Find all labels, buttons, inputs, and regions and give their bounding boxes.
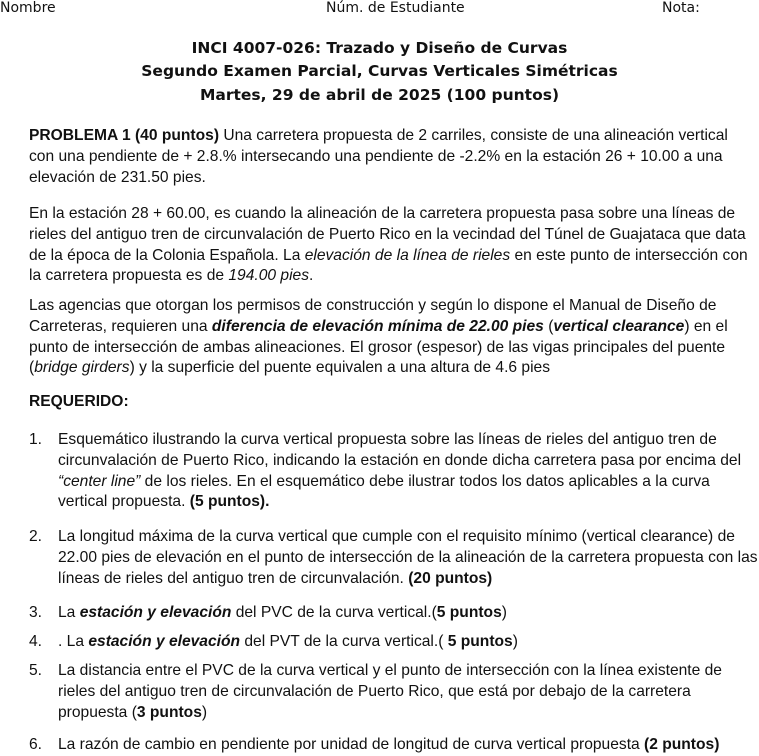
grade-label: Nota:	[662, 0, 700, 16]
exam-title: Segundo Examen Parcial, Curvas Verticales Simétricas	[141, 62, 618, 80]
problem-paragraph-1: PROBLEMA 1 (40 puntos) Una carretera propuesta de 2 carriles, consiste de una alineación vertical con una pendiente de + 2.8.% intersecando una pendiente de -2.2% en la estación 26 + 10.00 a una elevación de 231.50 pies.	[29, 127, 728, 186]
course-title: INCI 4007-026: Trazado y Diseño de Curvas	[191, 39, 568, 57]
required-heading: REQUERIDO:	[29, 393, 129, 410]
problem-paragraph-2: En la estación 28 + 60.00, es cuando la alineación de la carretera propuesta pasa sobre una líneas de rieles del antiguo tren de circunvalación de Puerto Rico en la vecindad del Túnel de Guajataca que data de la época de la Colonia Española. La elevación de la línea de rieles en este punto de intersección con la carretera propuesta es de 194.00 pies.	[29, 205, 748, 285]
exam-date: Martes, 29 de abril de 2025 (100 puntos)	[199, 86, 560, 104]
header-fields	[0, 0, 759, 20]
problem-paragraph-3: Las agencias que otorgan los permisos de construcción y según lo dispone el Manual de Diseño de Carreteras, requieren una diferencia de elevación mínima de 22.00 pies (vertical clearance) en el punto de intersección de ambas alineaciones. El grosor (espesor) de las vigas principales del puente (bridge girders) y la superficie del puente equivalen a una altura de 4.6 pies	[29, 297, 728, 377]
student-number-label: Núm. de Estudiante	[326, 0, 465, 16]
required-item-1: 1. Esquemático ilustrando la curva vertical propuesta sobre las líneas de rieles del antiguo tren de circunvalación de Puerto Rico, indicando la estación en donde dicha carretera pasa por encima del “center line” de los rieles. En el esquemático debe ilustrar todos los datos aplicables a la curva vertical propuesta. (5 puntos).	[29, 431, 742, 511]
required-item-2: 2. La longitud máxima de la curva vertical que cumple con el requisito mínimo (vertical clearance) de 22.00 pies de elevación en el punto de intersección de la alineación de la carretera propuesta con las líneas de rieles del antiguo tren de circunvalación. (20 puntos)	[29, 528, 758, 587]
name-label: Nombre	[0, 0, 56, 16]
problem-label: PROBLEMA 1 (40 puntos)	[29, 127, 220, 144]
